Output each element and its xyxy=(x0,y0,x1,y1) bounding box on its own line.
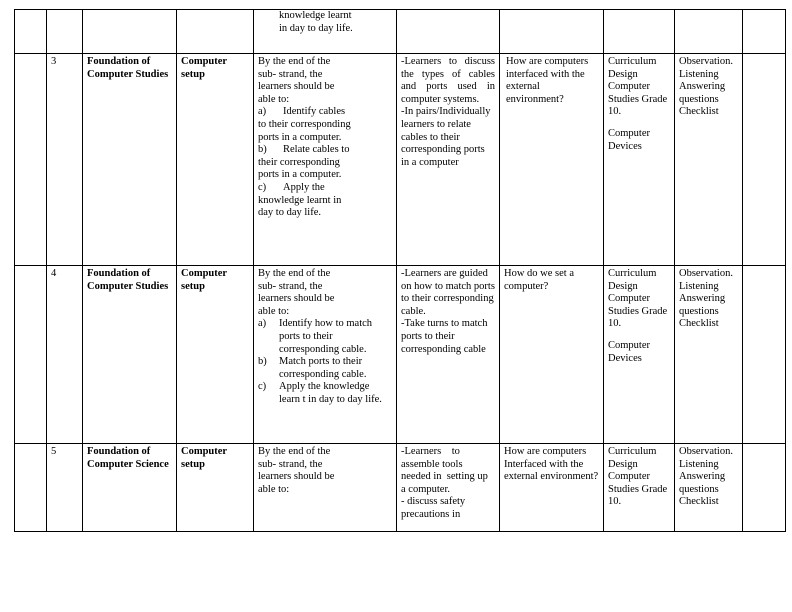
remarks-cell xyxy=(743,54,786,266)
objective-item: b) Relate cables to xyxy=(258,144,350,156)
learning-objectives: By the end of the sub- strand, the learners should be able to: a) Identify how to match ports to their corresponding cable. b) Match ports to their corresponding cable. c) Apply the knowledge learn t in day to day life. xyxy=(254,266,397,444)
strand-name: Foundation of Computer Studies xyxy=(83,266,177,444)
strand-name: Foundation of Computer Studies xyxy=(83,54,177,266)
learning-objectives: By the end of the sub- strand, the learners should be able to: xyxy=(254,444,397,532)
activities-cell xyxy=(397,10,500,54)
learning-activities: -Learners to discuss the types of cables and ports used in computer systems. -In pairs/Individually learners to relate cables to their corresponding ports in a computer xyxy=(397,54,500,266)
sub-strand-name: Computer setup xyxy=(177,54,254,266)
remarks-cell xyxy=(743,10,786,54)
table-row xyxy=(15,54,786,266)
sub-strand-cell xyxy=(177,10,254,54)
learning-resources: Curriculum Design Computer Studies Grade 10. Computer Devices xyxy=(604,54,675,266)
assessment-methods: Observation. Listening Answering questions Checklist xyxy=(675,444,743,532)
objective-item: c) Apply the knowledge learn t in day to day life. xyxy=(258,381,382,405)
question-cell xyxy=(500,10,604,54)
key-inquiry-question: How do we set a computer? xyxy=(500,266,604,444)
remarks-cell xyxy=(743,444,786,532)
strand-cell xyxy=(83,10,177,54)
learning-activities: -Learners are guided on how to match ports to their corresponding cable. -Take turns to match ports to their corresponding cable xyxy=(397,266,500,444)
strand-name: Foundation of Computer Science xyxy=(83,444,177,532)
key-inquiry-question: How are computers Interfaced with the external environment? xyxy=(500,444,604,532)
remarks-cell xyxy=(743,266,786,444)
sub-strand-name: Computer setup xyxy=(177,444,254,532)
sub-strand-name: Computer setup xyxy=(177,266,254,444)
lesson-number: 4 xyxy=(47,266,83,444)
assessment-methods: Observation. Listening Answering questions Checklist xyxy=(675,54,743,266)
learning-activities: -Learners to assemble tools needed in setting up a computer. - discuss safety precautions in xyxy=(397,444,500,532)
objective-item: a) Identify how to match ports to their corresponding cable. xyxy=(258,318,373,355)
resources-cell xyxy=(604,10,675,54)
lesson-number: 5 xyxy=(47,444,83,532)
lesson-number: 3 xyxy=(47,54,83,266)
week-cell xyxy=(15,266,47,444)
table-row xyxy=(15,444,786,532)
assessment-methods: Observation. Listening Answering questions Checklist xyxy=(675,266,743,444)
objective-item: a) Identify cables xyxy=(258,106,346,118)
objectives-cell: knowledge learnt in day to day life. xyxy=(254,10,397,54)
learning-resources: Curriculum Design Computer Studies Grade 10. Computer Devices xyxy=(604,266,675,444)
learning-resources: Curriculum Design Computer Studies Grade 10. xyxy=(604,444,675,532)
week-cell xyxy=(15,54,47,266)
key-inquiry-question: How are computers interfaced with the external environment? xyxy=(500,54,604,266)
scheme-of-work-table xyxy=(14,9,786,532)
objective-item: c) Apply the xyxy=(258,181,325,193)
learning-objectives: By the end of the sub- strand, the learners should be able to: a) Identify cables to their corresponding ports in a computer. b) Relate cables to their corresponding ports in a computer. c) Apply the knowledge learnt in day to day life. xyxy=(254,54,397,266)
lesson-cell xyxy=(47,10,83,54)
assessment-cell xyxy=(675,10,743,54)
week-cell xyxy=(15,444,47,532)
week-cell xyxy=(15,10,47,54)
objective-item: b) Match ports to their corresponding cable. xyxy=(258,356,367,380)
table-row xyxy=(15,10,786,54)
table-row xyxy=(15,266,786,444)
